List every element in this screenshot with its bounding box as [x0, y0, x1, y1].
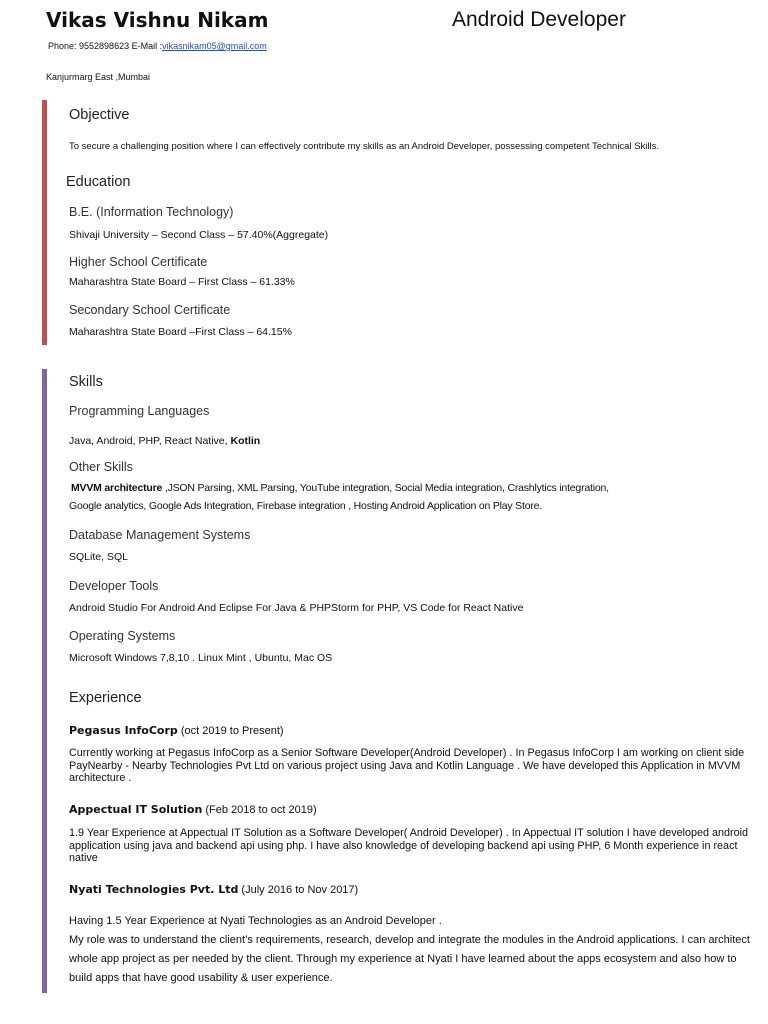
email-link[interactable]: vikasnikam05@gmail.com [162, 41, 267, 51]
job-description: 1.9 Year Experience at Appectual IT Solution as a Software Developer( Android Developer) . In Appectual IT solution I have developed android application using java and backend api using php. I have also knowledge of developing backend api using PHP, 6 Month experience in react native [69, 827, 749, 864]
programming-languages-text: Java, Android, PHP, React Native, Kotlin [69, 435, 261, 447]
job-header: Pegasus InfoCorp (oct 2019 to Present) [69, 724, 284, 737]
job-header: Appectual IT Solution (Feb 2018 to oct 2019) [69, 803, 317, 816]
other-skills-heading: Other Skills [69, 460, 133, 474]
phone-text: Phone: 9552898623 E-Mail : [48, 41, 163, 51]
operating-systems-heading: Operating Systems [69, 629, 176, 643]
education-heading: Education [66, 174, 131, 190]
job-header: Nyati Technologies Pvt. Ltd (July 2016 to Nov 2017) [69, 883, 359, 896]
database-heading: Database Management Systems [69, 528, 251, 542]
job-title: Android Developer [452, 8, 626, 31]
other-skills-line: Google analytics, Google Ads Integration, Firebase integration , Hosting Android Application on Play Store. [69, 500, 542, 512]
objective-heading: Objective [69, 107, 130, 123]
candidate-name: Vikas Vishnu Nikam [46, 8, 269, 32]
database-text: SQLite, SQL [69, 551, 128, 563]
operating-systems-text: Microsoft Windows 7,8,10 . Linux Mint , Ubuntu, Mac OS [69, 652, 333, 664]
skills-heading: Skills [69, 374, 103, 390]
contact-line [48, 41, 267, 51]
education-degree: Secondary School Certificate [69, 303, 231, 317]
other-skills-line: MVVM architecture ,JSON Parsing, XML Parsing, YouTube integration, Social Media integration, Crashlytics integration, [71, 482, 609, 494]
address: Kanjurmarg East ,Mumbai [46, 72, 151, 82]
education-detail: Maharashtra State Board – First Class – 61.33% [69, 276, 295, 288]
developer-tools-heading: Developer Tools [69, 579, 159, 593]
education-detail: Maharashtra State Board –First Class – 64.15% [69, 326, 292, 338]
job-description: Currently working at Pegasus InfoCorp as a Senior Software Developer(Android Developer) . In Pegasus InfoCorp I am working on client side PayNearby - Nearby Technologies Pvt Ltd on various project using Java and Kotlin Language . We have developed this Application in MVVM architecture . [69, 747, 745, 784]
education-section-bar [42, 100, 47, 345]
job-description: My role was to understand the client’s requirements, research, develop and integrate the modules in the Android applications. I can architect whole app project as per needed by the client. Through my experience at Nyati I have learned about the apps ecosystem and also how to build apps that have good usability & user experience. [69, 934, 750, 984]
experience-heading: Experience [69, 690, 142, 706]
developer-tools-text: Android Studio For Android And Eclipse For Java & PHPStorm for PHP, VS Code for React Native [69, 602, 524, 614]
skills-section-bar [42, 369, 47, 993]
education-degree: B.E. (Information Technology) [69, 205, 234, 219]
education-detail: Shivaji University – Second Class – 57.40%(Aggregate) [69, 229, 329, 241]
job-description: Having 1.5 Year Experience at Nyati Technologies as an Android Developer . [69, 915, 442, 927]
programming-languages-heading: Programming Languages [69, 404, 210, 418]
education-degree: Higher School Certificate [69, 255, 208, 269]
objective-text: To secure a challenging position where I can effectively contribute my skills as an Android Developer, possessing competent Technical Skills. [69, 141, 660, 152]
